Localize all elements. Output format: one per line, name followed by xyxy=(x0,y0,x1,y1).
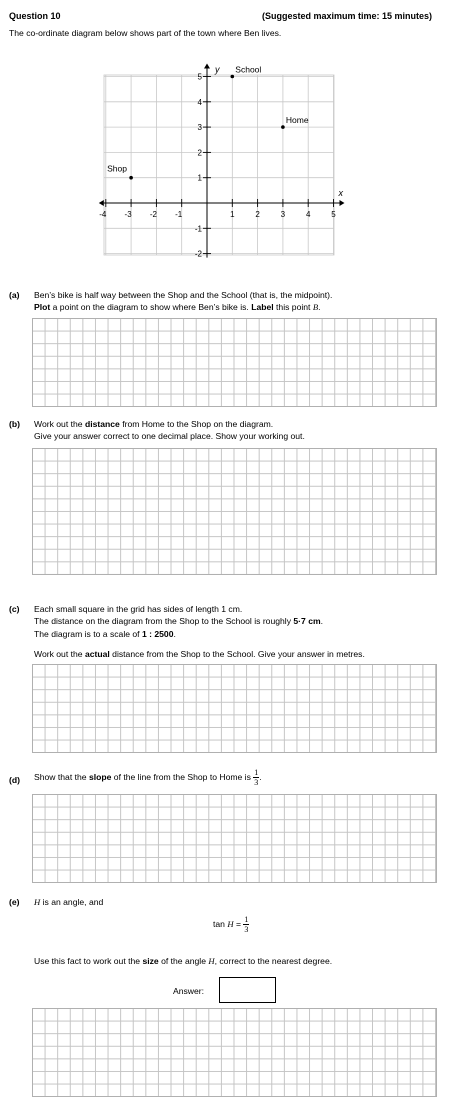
y-axis-arrow xyxy=(204,64,210,69)
part-c-text-2b: . xyxy=(320,616,324,626)
part-e-frac-num: 1 xyxy=(244,915,249,924)
y-tick-label: 4 xyxy=(197,97,202,107)
part-a-text-2a: a point on the diagram to show where Ben’s bike is. xyxy=(50,302,252,312)
part-d-slope-word: slope xyxy=(88,771,112,782)
part-c-text-3b: . xyxy=(173,629,176,639)
part-c-text-2 xyxy=(34,615,323,628)
x-tick-label: 5 xyxy=(331,210,336,219)
part-c-text-3 xyxy=(34,628,176,641)
point-label-school: School xyxy=(235,64,262,75)
x-axis-arrow xyxy=(340,200,345,206)
answer-label: Answer: xyxy=(173,986,205,996)
part-e-text-2 xyxy=(34,955,332,968)
part-d-label: (d) xyxy=(9,775,20,785)
part-d-text-1 xyxy=(34,768,262,787)
part-d-frac-den: 3 xyxy=(254,778,259,787)
part-e-text-2b: of the angle xyxy=(158,956,209,966)
part-c-label: (c) xyxy=(9,604,20,614)
x-tick-label: 3 xyxy=(280,210,286,219)
x-tick-label: -1 xyxy=(175,210,183,219)
part-d-text-1a: Show that the xyxy=(34,771,89,782)
part-e-text-1a: is an angle, and xyxy=(40,897,104,907)
question-number: Question 10 xyxy=(9,11,61,21)
y-tick-label: 1 xyxy=(197,173,202,183)
part-c-text-1: Each small square in the grid has sides of length 1 cm. xyxy=(34,604,243,614)
part-e-size-word: size xyxy=(142,956,159,966)
point-home xyxy=(281,125,285,129)
part-c-text-4a: Work out the xyxy=(34,649,85,659)
part-e-var-h: H xyxy=(34,897,41,907)
x-tick-label: 2 xyxy=(255,210,260,219)
y-tick-label: 2 xyxy=(197,148,202,158)
x-tick-label: -3 xyxy=(124,210,132,219)
working-grid-b[interactable] xyxy=(32,448,437,575)
part-c-text-4b: distance from the Shop to the School. Give your answer in metres. xyxy=(109,649,365,659)
suggested-time: (Suggested maximum time: 15 minutes) xyxy=(262,11,433,21)
point-school xyxy=(231,75,235,79)
part-c-text-3a: The diagram is to a scale of xyxy=(34,629,142,639)
y-tick-label: -1 xyxy=(194,224,202,234)
part-b-text-1a: Work out the xyxy=(34,419,85,429)
part-e-tan: tan xyxy=(213,918,228,929)
intro-text: The co-ordinate diagram below shows part of the town where Ben lives. xyxy=(9,28,282,38)
coordinate-diagram xyxy=(0,55,455,270)
part-e-label: (e) xyxy=(9,897,20,907)
answer-box[interactable] xyxy=(219,977,276,1003)
part-e-equation xyxy=(213,915,249,934)
part-a-plot-word: Plot xyxy=(34,302,51,312)
part-a-label-word: Label xyxy=(251,302,274,312)
x-tick-label: 1 xyxy=(230,210,235,219)
x-tick-label: -2 xyxy=(149,210,157,219)
part-b-text-2: Give your answer correct to one decimal place. Show your working out. xyxy=(34,431,305,441)
part-e-text-2a: Use this fact to work out the xyxy=(34,956,143,966)
part-a-text-2c: . xyxy=(318,302,321,312)
part-d-text-1b: of the line from the Shop to Home is xyxy=(111,771,254,782)
working-grid-c[interactable] xyxy=(32,664,437,753)
part-e-var-h2: H xyxy=(208,956,215,966)
diagram-ticks xyxy=(106,77,334,254)
y-tick-label: 5 xyxy=(197,72,202,82)
part-e-text-1 xyxy=(34,896,103,909)
working-grid-e[interactable] xyxy=(32,1008,437,1097)
part-e-fraction xyxy=(243,915,249,934)
y-tick-label: 3 xyxy=(197,123,202,133)
part-a-label: (a) xyxy=(9,290,20,300)
x-tick-label: 4 xyxy=(305,210,311,219)
x-axis-arrow-left xyxy=(99,200,104,206)
y-tick-label: -2 xyxy=(194,249,202,259)
point-label-shop: Shop xyxy=(107,163,127,174)
working-grid-a[interactable] xyxy=(32,318,437,407)
part-c-distance-value: 5·7 cm xyxy=(293,616,321,626)
part-e-text-2c: , correct to the nearest degree. xyxy=(214,956,333,966)
point-label-home: Home xyxy=(285,115,309,126)
x-tick-label: -4 xyxy=(99,210,107,219)
y-axis-label: y xyxy=(215,64,220,75)
part-b-distance-word: distance xyxy=(84,419,120,429)
part-a-text-2b: this point xyxy=(273,302,313,312)
part-c-text-2a: The distance on the diagram from the Shop to the School is roughly xyxy=(34,616,294,626)
part-c-scale-value: 1 : 2500 xyxy=(141,629,174,639)
part-a-var-b: B xyxy=(312,302,319,312)
part-b-label: (b) xyxy=(9,419,20,429)
diagram-points xyxy=(107,65,309,180)
part-b-text-1b: from Home to the Shop on the diagram. xyxy=(119,419,274,429)
part-a-text-2 xyxy=(34,301,320,314)
part-e-equals: = xyxy=(233,918,241,929)
part-a-text-1: Ben’s bike is half way between the Shop and the School (that is, the midpoint). xyxy=(34,290,333,300)
part-e-frac-den: 3 xyxy=(244,925,249,934)
x-axis-label: x xyxy=(338,188,343,198)
diagram-tick-labels xyxy=(99,73,336,259)
point-shop xyxy=(129,176,133,180)
part-d-frac-num: 1 xyxy=(254,768,259,777)
part-e-eq-var: H xyxy=(227,918,234,929)
part-c-actual-word: actual xyxy=(84,649,110,659)
working-grid-d[interactable] xyxy=(32,794,437,883)
part-c-text-4 xyxy=(34,648,365,661)
part-d-text-1c: . xyxy=(259,771,262,782)
diagram-grid xyxy=(104,72,334,255)
